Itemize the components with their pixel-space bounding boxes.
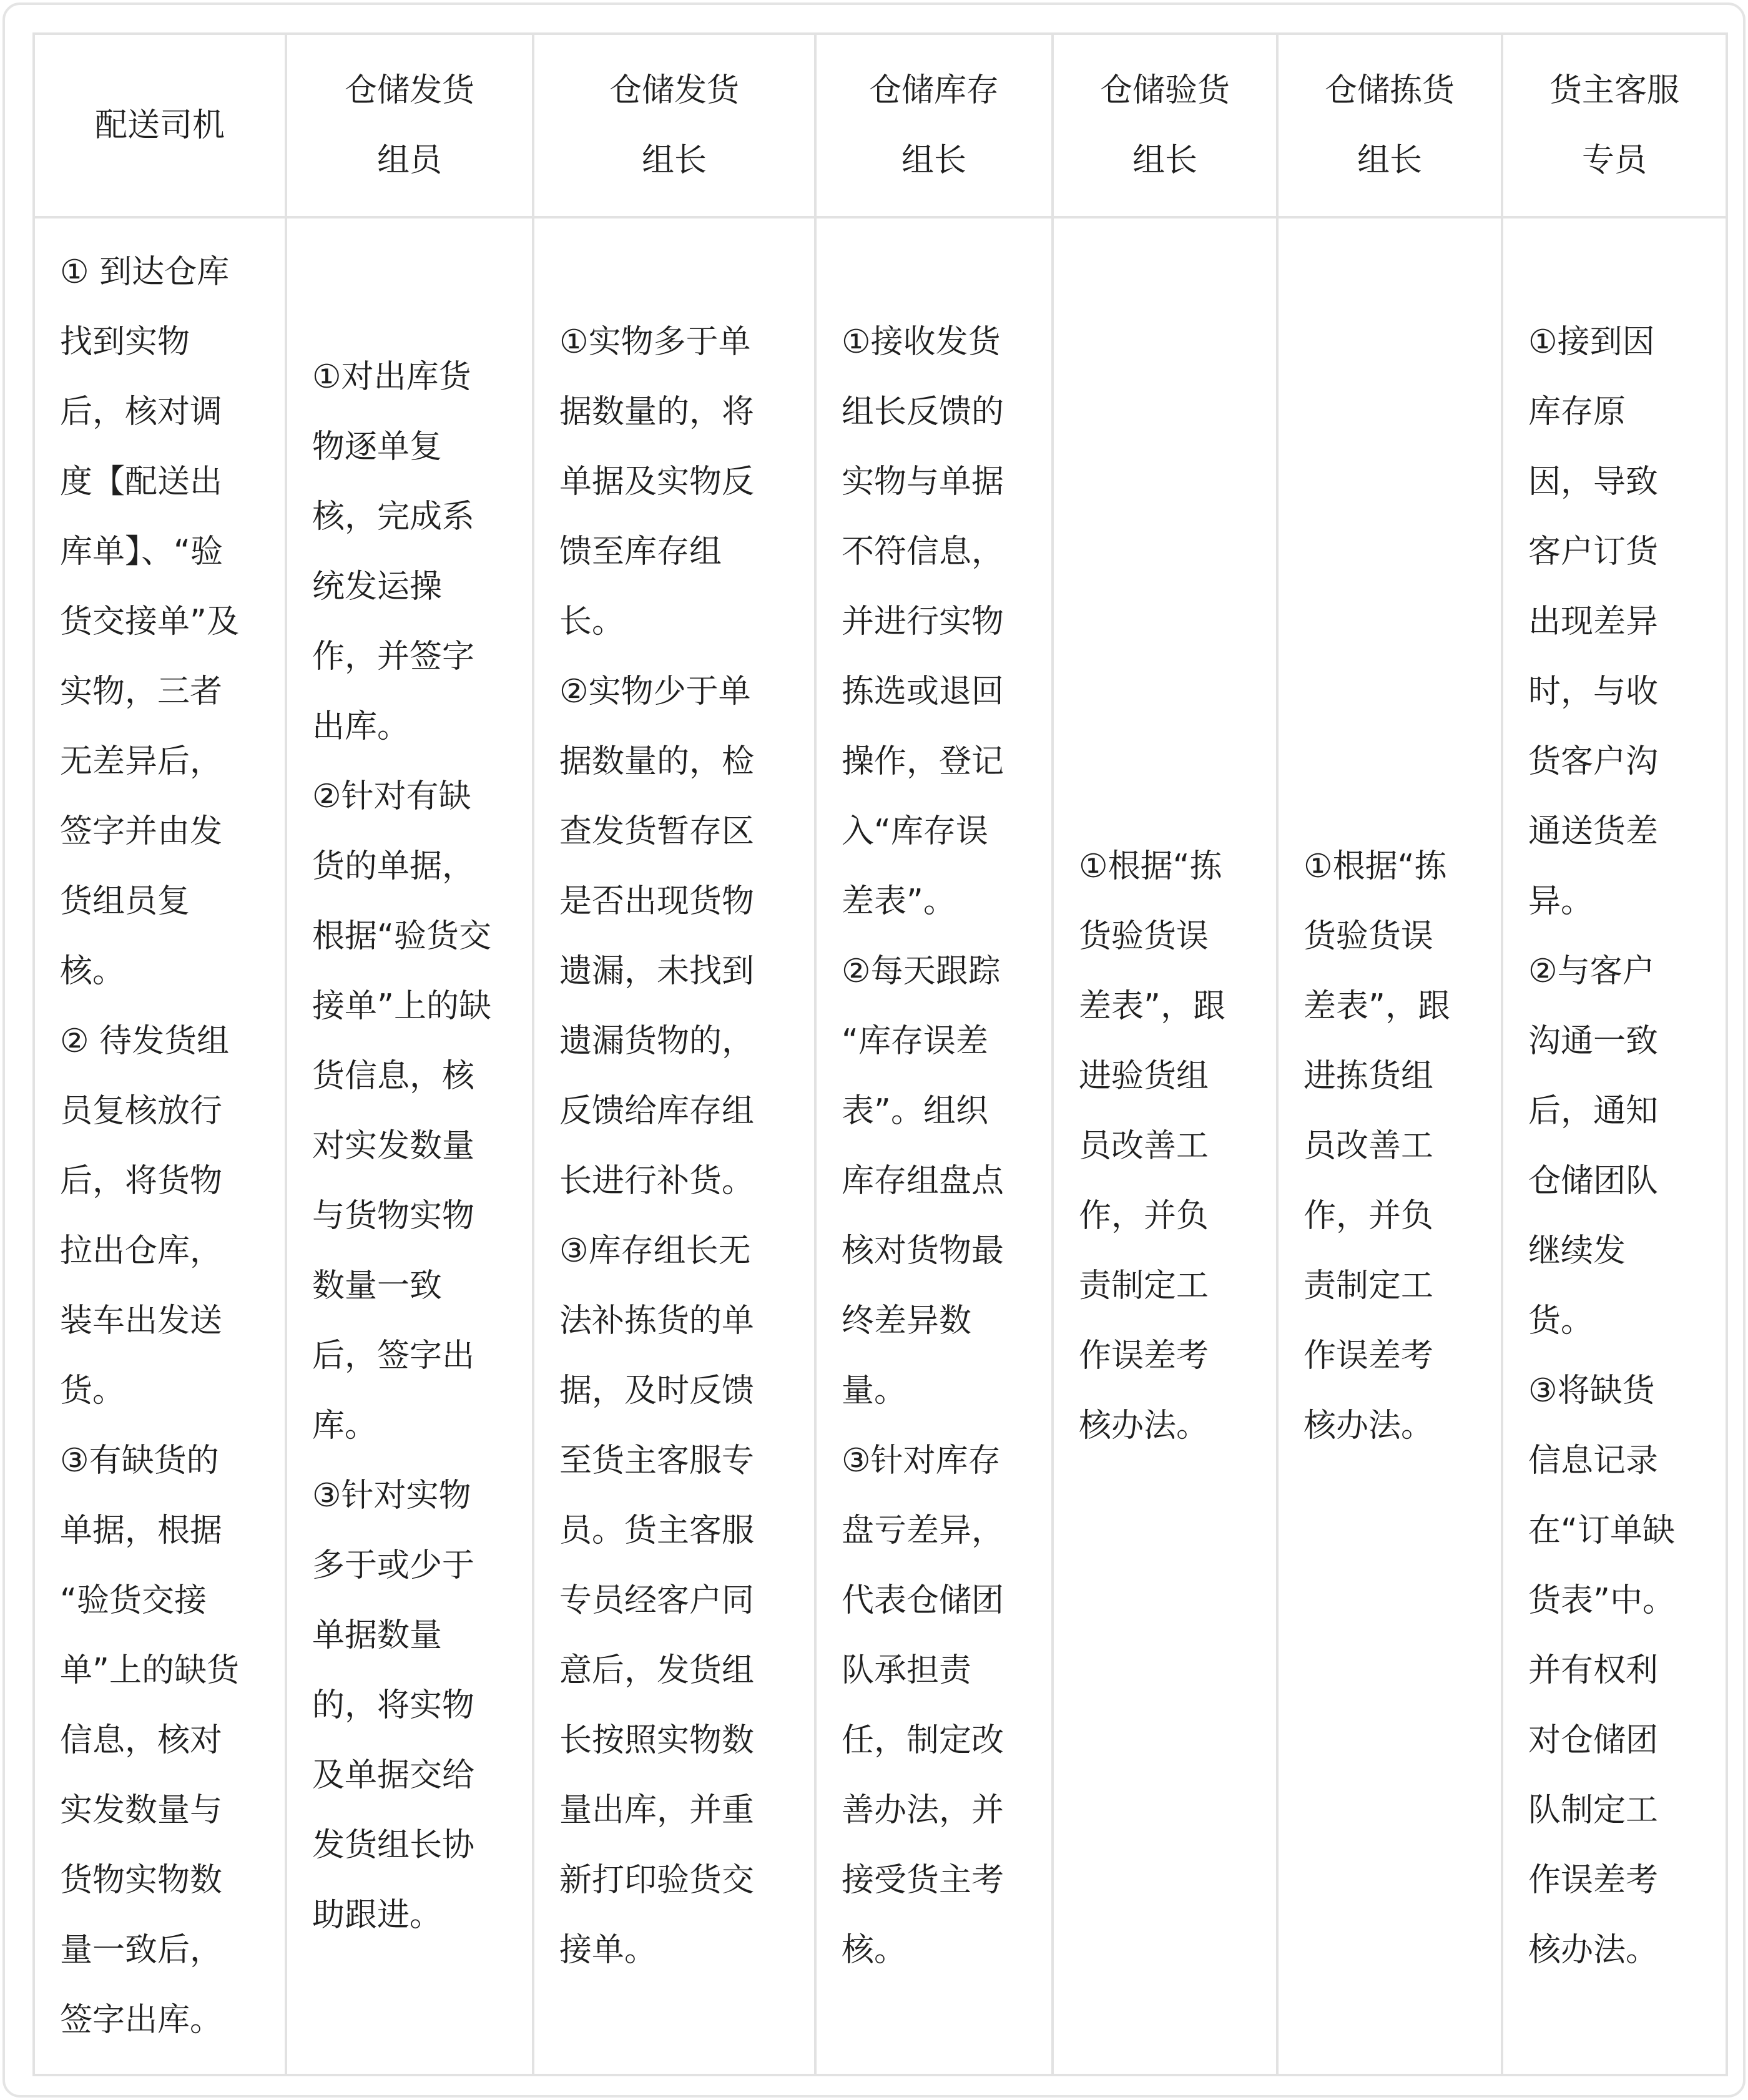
responsibility-table — [32, 32, 1728, 2076]
cell-inventory-leader: ①接收发货 组长反馈的 实物与单据 不符信息， 并进行实物 拣选或退回 操作，登记 入“库存误 差表”。 ②每天跟踪 “库存误差 表”。组织 库存组盘点 核对货物最 终差异数 量。 ③针对库存 盘亏差异， 代表仓储团 队承担责 任，制定改 善办法，并 接受货主考 核。 — [815, 217, 1053, 2075]
header-cell-dispatch-leader — [533, 34, 815, 217]
header-row — [34, 34, 1727, 217]
cell-customer-service: ①接到因 库存原 因，导致 客户订货 出现差异 时，与收 货客户沟 通送货差 异。 ②与客户 沟通一致 后，通知 仓储团队 继续发 货。 ③将缺货 信息记录 在“订单缺 货表”中。 并有权利 对仓储团 队制定工 作误差考 核办法。 — [1502, 217, 1727, 2075]
cell-picking-leader: ①根据“拣 货验货误 差表”，跟 进拣货组 员改善工 作，并负 责制定工 作误差考 核办法。 — [1277, 217, 1502, 2075]
cell-dispatch-member: ①对出库货 物逐单复 核，完成系 统发运操 作，并签字 出库。 ②针对有缺 货的单据， 根据“验货交 接单”上的缺 货信息，核 对实发数量 与货物实物 数量一致 后，签字出 库。 ③针对实物 多于或少于 单据数量 的，将实物 及单据交给 发货组长协 助跟进。 — [286, 217, 533, 2075]
cell-inspection-leader: ①根据“拣 货验货误 差表”，跟 进验货组 员改善工 作，并负 责制定工 作误差考 核办法。 — [1053, 217, 1277, 2075]
header-cell-inspection-leader — [1053, 34, 1277, 217]
header-label: 仓储验货 组长 — [1099, 72, 1230, 179]
header-label: 仓储拣货 组长 — [1324, 72, 1455, 179]
header-label: 配送司机 — [94, 107, 225, 144]
header-cell-dispatch-member — [286, 34, 533, 217]
header-cell-inventory-leader — [815, 34, 1053, 217]
header-label: 仓储发货 组长 — [609, 72, 739, 179]
header-cell-customer-service — [1502, 34, 1727, 217]
table-row — [34, 217, 1727, 2075]
header-cell-delivery-driver — [34, 34, 286, 217]
cell-delivery-driver: ① 到达仓库 找到实物 后，核对调 度【配送出 库单】、“验 货交接单”及 实物，三者 无差异后， 签字并由发 货组员复 核。 ② 待发货组 员复核放行 后，将货物 拉出仓库， 装车出发送 货。 ③有缺货的 单据，根据 “验货交接 单”上的缺货 信息，核对 实发数量与 货物实物数 量一致后， 签字出库。 — [34, 217, 286, 2075]
header-label: 仓储发货 组员 — [344, 72, 474, 179]
header-cell-picking-leader — [1277, 34, 1502, 217]
header-label: 货主客服 专员 — [1549, 72, 1679, 179]
header-label: 仓储库存 组长 — [868, 72, 999, 179]
cell-dispatch-leader: ①实物多于单 据数量的，将 单据及实物反 馈至库存组 长。 ②实物少于单 据数量的，检 查发货暂存区 是否出现货物 遗漏，未找到 遗漏货物的， 反馈给库存组 长进行补货。 ③库存组长无 法补拣货的单 据，及时反馈 至货主客服专 员。货主客服 专员经客户同 意后，发货组 长按照实物数 量出库，并重 新打印验货交 接单。 — [533, 217, 815, 2075]
table-card — [2, 2, 1746, 2098]
